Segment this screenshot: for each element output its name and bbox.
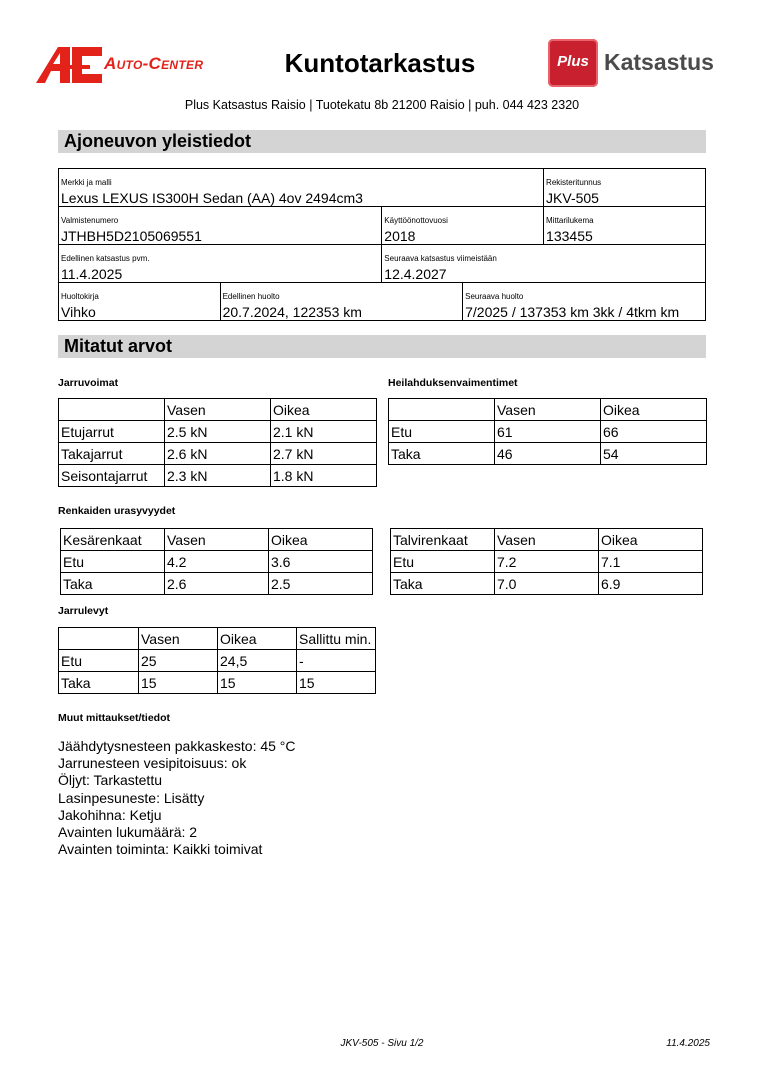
shocks-table — [388, 398, 707, 465]
next-inspection-cell: Seuraava katsastus viimeistään 12.4.2027 — [382, 245, 706, 283]
make-model-cell: Merkki ja malli Lexus LEXUS IS300H Sedan (AA) 4ov 2494cm3 — [59, 169, 544, 207]
discs-title: Jarrulevyt — [58, 605, 109, 617]
list-item: Jäähdytysnesteen pakkaskesto: 45 °C — [58, 738, 296, 754]
vin-value: JTHBH5D2105069551 — [61, 228, 202, 244]
winter-tires-table — [390, 528, 703, 595]
odometer-cell: Mittarilukema 133455 — [544, 207, 706, 245]
prev-service-value: 20.7.2024, 122353 km — [222, 304, 362, 320]
table-row: Taka 7.0 6.9 — [391, 573, 703, 595]
brakes-title: Jarruvoimat — [58, 377, 119, 389]
page-title: Kuntotarkastus — [284, 48, 476, 78]
page-footer-page-number: JKV-505 - Sivu 1/2 — [340, 1038, 424, 1049]
table-row: Etujarrut 2.5 kN 2.1 kN — [59, 421, 377, 443]
other-title: Muut mittaukset/tiedot — [58, 712, 170, 724]
tires-title: Renkaiden urasyvyydet — [58, 505, 176, 517]
section-header-measured: Mitatut arvot — [58, 335, 706, 358]
section-header-general: Ajoneuvon yleistiedot — [58, 130, 706, 153]
katsastus-logo-text: Katsastus — [604, 49, 714, 75]
prev-inspection-value: 11.4.2025 — [61, 266, 123, 282]
list-item: Öljyt: Tarkastettu — [58, 772, 163, 789]
auto-center-ac-mark-icon — [36, 45, 106, 85]
make-model-value: Lexus LEXUS IS300H Sedan (AA) 4ov 2494cm3 — [61, 190, 363, 206]
year-cell: Käyttöönottovuosi 2018 — [382, 207, 544, 245]
table-row: Etu 7.2 7.1 — [391, 551, 703, 573]
list-item: Avainten lukumäärä: 2 — [58, 824, 198, 841]
table-header-row: Talvirenkaat Vasen Oikea — [391, 529, 703, 551]
table-header-row: Vasen Oikea — [59, 399, 377, 421]
table-row: Taka 15 15 15 — [59, 672, 376, 694]
brakes-table — [58, 398, 377, 487]
table-row: Seisontajarrut 2.3 kN 1.8 kN — [59, 465, 377, 487]
prev-inspection-cell: Edellinen katsastus pvm. 11.4.2025 — [59, 245, 382, 283]
summer-tires-table — [60, 528, 373, 595]
next-service-cell: Seuraava huolto 7/2025 / 137353 km 3kk / 4tkm km — [463, 283, 706, 321]
registration-value: JKV-505 — [546, 190, 599, 206]
shocks-title: Heilahduksenvaimentimet — [388, 377, 518, 389]
prev-service-cell: Edellinen huolto 20.7.2024, 122353 km — [220, 283, 463, 321]
registration-cell: Rekisteritunnus JKV-505 — [544, 169, 706, 207]
list-item: Avainten toiminta: Kaikki toimivat — [58, 841, 263, 858]
year-value: 2018 — [384, 228, 416, 244]
table-row: Takajarrut 2.6 kN 2.7 kN — [59, 443, 377, 465]
service-book-value: Vihko — [61, 304, 96, 320]
plus-katsastus-logo — [548, 39, 728, 89]
service-book-cell: Huoltokirja Vihko — [59, 283, 221, 321]
other-measurements-list — [58, 738, 296, 858]
vin-cell: Valmistenumero JTHBH5D2105069551 — [59, 207, 382, 245]
table-row: Etu 61 66 — [389, 421, 707, 443]
vehicle-info-table — [58, 168, 706, 321]
table-header-row: Vasen Oikea — [389, 399, 707, 421]
table-row: Taka 46 54 — [389, 443, 707, 465]
table-row: Etu 4.2 3.6 — [61, 551, 373, 573]
table-row: Etu 25 24,5 - — [59, 650, 376, 672]
address-line: Plus Katsastus Raisio | Tuotekatu 8b 21200 Raisio | puh. 044 423 2320 — [184, 98, 580, 112]
table-header-row: Vasen Oikea Sallittu min. — [59, 628, 376, 650]
plus-badge: Plus — [548, 39, 598, 87]
next-inspection-value: 12.4.2027 — [384, 266, 447, 282]
list-item: Jakohihna: Ketju — [58, 806, 162, 823]
page-footer-date: 11.4.2025 — [666, 1038, 710, 1049]
discs-table — [58, 627, 376, 694]
list-item: Lasinpesuneste: Lisätty — [58, 789, 205, 806]
next-service-value: 7/2025 / 137353 km 3kk / 4tkm km — [465, 304, 680, 320]
table-header-row: Kesärenkaat Vasen Oikea — [61, 529, 373, 551]
odometer-value: 133455 — [546, 228, 593, 244]
table-row: Taka 2.6 2.5 — [61, 573, 373, 595]
auto-center-logo-text: Auto-Center — [104, 54, 204, 73]
list-item: Jarrunesteen vesipitoisuus: ok — [58, 755, 247, 772]
auto-center-logo — [36, 45, 226, 85]
